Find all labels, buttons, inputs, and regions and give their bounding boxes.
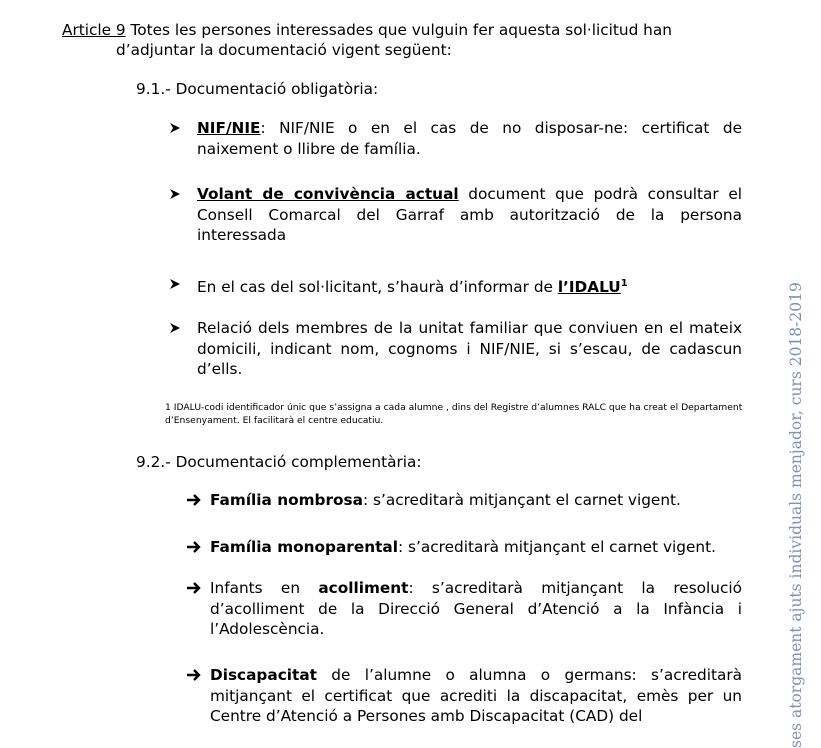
item-text: document que podrà consultar el Consell Comarcal del Garraf amb autorització de la persona interessada (197, 185, 742, 244)
right-arrow-icon (186, 665, 204, 685)
article-9-paragraph (62, 20, 762, 60)
footnote-ref: 1 (620, 278, 628, 289)
arrowhead-bullet-icon (168, 118, 186, 138)
article-label: Article 9 (62, 21, 126, 39)
right-arrow-icon (186, 537, 204, 557)
item-strong: Família nombrosa (210, 491, 363, 509)
list-item-familia-nombrosa (186, 490, 742, 511)
item-text: de l’alumne o alumna o germans: s’acreditarà mitjançant el certificat que acrediti la discapacitat, emès per un Centre d’Atenció a Persones amb Discapacitat (CAD) del (210, 666, 742, 725)
item-text: Relació dels membres de la unitat familiar que conviuen en el mateix domicili, indicant nom, cognoms i NIF/NIE, si s’escau, de cadascun d’ells. (197, 319, 742, 378)
article-intro: Totes les persones interessades que vulguin fer aquesta sol·licitud han (130, 21, 672, 39)
item-strong: Discapacitat (210, 666, 317, 684)
list-item-volant (168, 184, 742, 246)
list-item-idalu (168, 274, 742, 298)
item-text: : s’acreditarà mitjançant el carnet vigent. (362, 491, 681, 509)
footnote: 1 IDALU-codi identificador únic que s’assigna a cada alumne , dins del Registre d’alumnes RALC que ha creat el Departament d’Ensenyament. El facilitarà el centre educatiu. (165, 402, 743, 426)
list-item-relacio (168, 318, 742, 380)
list-item-discapacitat (186, 665, 742, 727)
section-9-2-title: 9.2.- Documentació complementària: (136, 453, 422, 471)
item-text: En el cas del sol·licitant, s’haurà d’informar de (197, 278, 558, 297)
section-9-1-title: 9.1.- Documentació obligatòria: (136, 80, 379, 98)
item-text: : NIF/NIE o en el cas de no disposar-ne: certificat de naixement o llibre de família. (197, 119, 742, 158)
item-text-pre: Infants en (210, 579, 319, 597)
side-margin-text: ses atorgament ajuts individuals menjador, curs 2018-2019 (787, 282, 805, 748)
right-arrow-icon (186, 490, 204, 510)
item-strong: Volant de convivència actual (197, 185, 459, 203)
list-item-nif-nie (168, 118, 742, 159)
arrowhead-bullet-icon (168, 274, 186, 294)
item-strong: NIF/NIE (197, 119, 261, 137)
list-item-acolliment (186, 578, 742, 640)
article-intro-continued: d’adjuntar la documentació vigent següent: (116, 41, 452, 59)
item-text: : s’acreditarà mitjançant el carnet vigent. (398, 538, 716, 556)
right-arrow-icon (186, 578, 204, 598)
item-strong: Família monoparental (210, 538, 398, 556)
arrowhead-bullet-icon (168, 318, 186, 338)
item-strong: acolliment (318, 579, 409, 597)
list-item-familia-monoparental (186, 537, 742, 558)
arrowhead-bullet-icon (168, 184, 186, 204)
item-text: : s’acreditarà mitjançant la resolució d’acolliment de la Direcció General d’Atenció a la Infància i l’Adolescència. (210, 579, 742, 638)
item-strong: l’IDALU (557, 278, 621, 297)
